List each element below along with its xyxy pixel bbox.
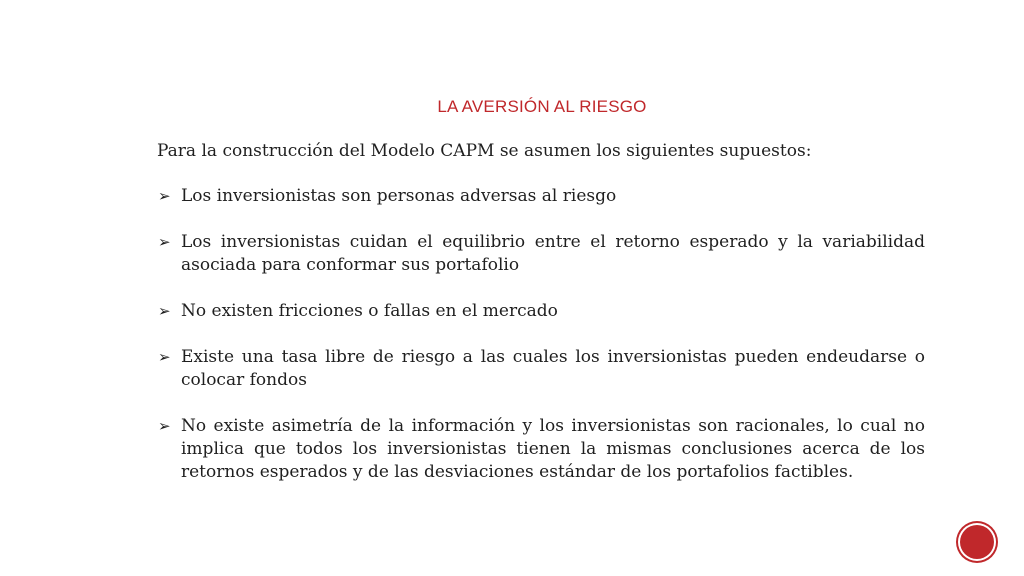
list-item: [157, 185, 925, 208]
list-item: [157, 346, 925, 392]
assumptions-list: [157, 185, 925, 484]
arrow-bullet-icon: ➢: [158, 417, 171, 435]
intro-text: Para la construcción del Modelo CAPM se asumen los siguientes supuestos:: [157, 141, 812, 161]
slide-title: LA AVERSIÓN AL RIESGO: [437, 97, 647, 116]
arrow-bullet-icon: ➢: [158, 348, 171, 366]
list-item-text: Los inversionistas son personas adversas al riesgo: [181, 186, 617, 206]
list-item-text: Existe una tasa libre de riesgo a las cuales los inversionistas pueden endeudarse o colocar fondos: [181, 347, 925, 390]
arrow-bullet-icon: ➢: [158, 302, 171, 320]
slide-content: [157, 140, 925, 507]
arrow-bullet-icon: ➢: [158, 233, 171, 251]
arrow-bullet-icon: ➢: [158, 187, 171, 205]
list-item-text: No existen fricciones o fallas en el mercado: [181, 301, 558, 321]
list-item: [157, 415, 925, 484]
list-item: [157, 231, 925, 277]
list-item: [157, 300, 925, 323]
list-item-text: No existe asimetría de la información y los inversionistas son racionales, lo cual no implica que todos los inversionistas tienen la mismas conclusiones acerca de los retornos esperados y de las desviaciones estándar de los portafolios factibles.: [181, 416, 925, 482]
page-number-badge: [958, 523, 996, 561]
list-item-text: Los inversionistas cuidan el equilibrio entre el retorno esperado y la variabilidad asociada para conformar sus portafolio: [181, 232, 925, 275]
